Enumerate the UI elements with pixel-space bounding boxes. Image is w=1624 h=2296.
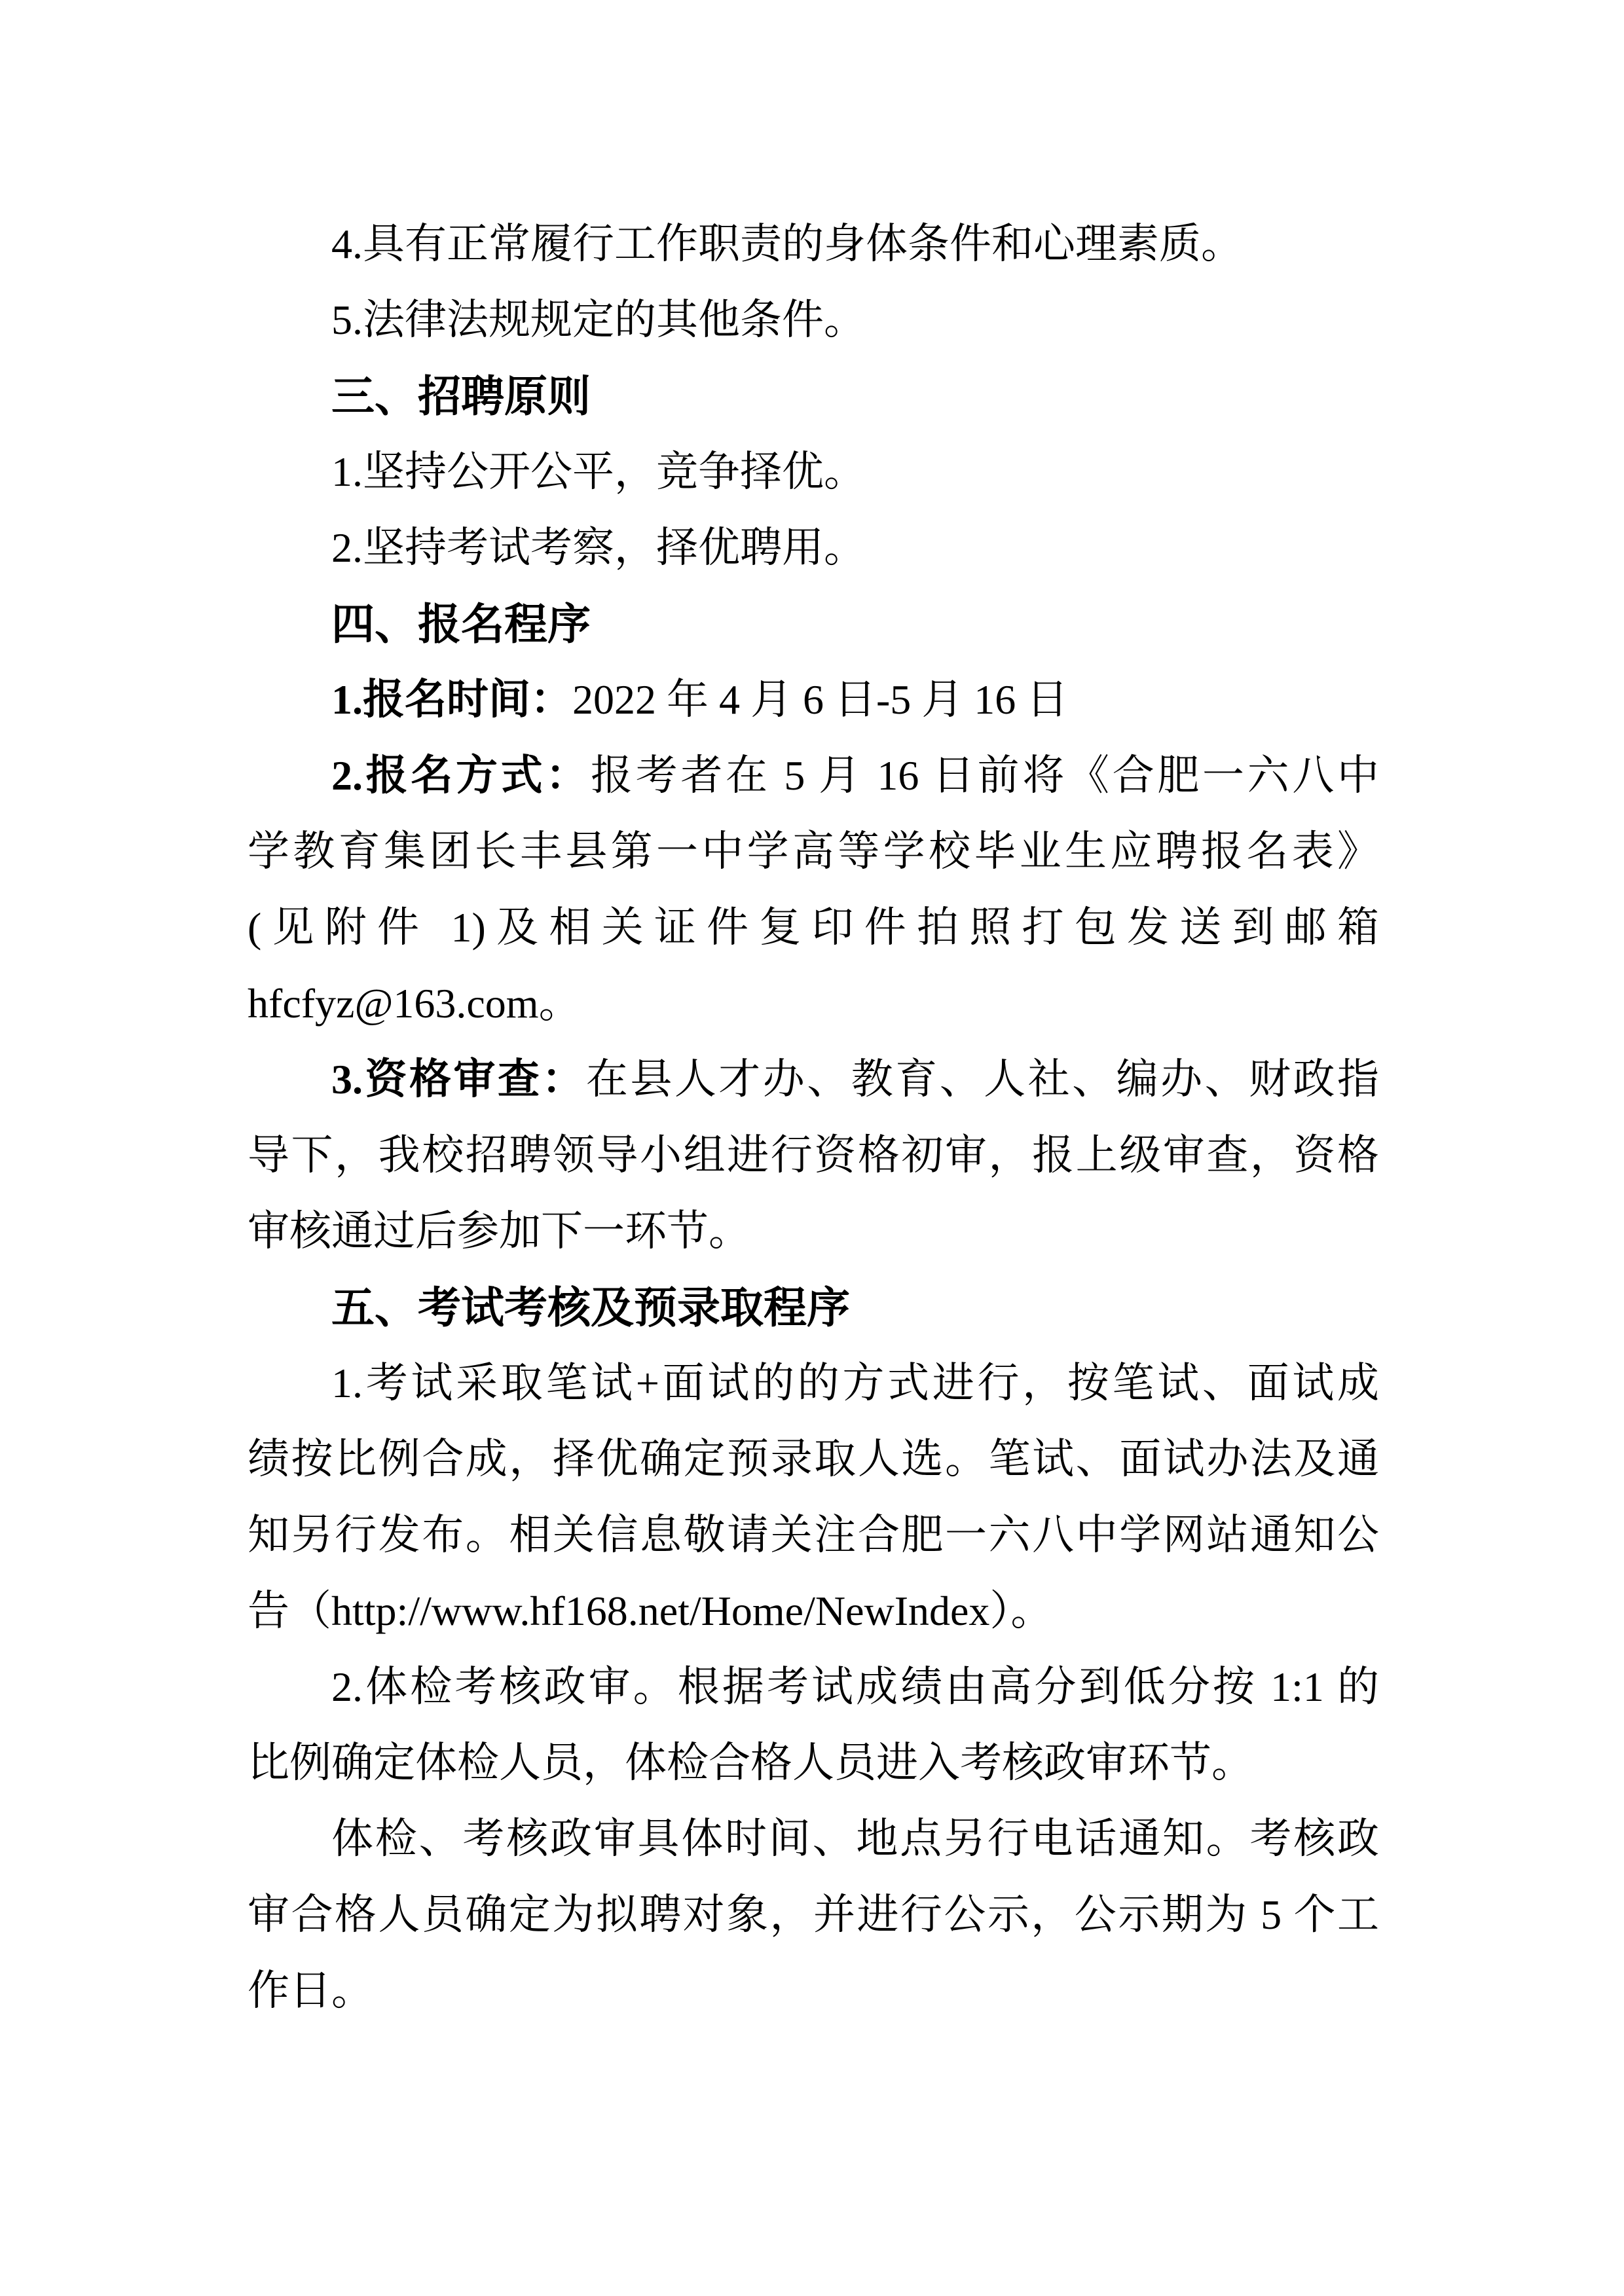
line-text: 2022 年 4 月 6 日-5 月 16 日 bbox=[572, 676, 1069, 723]
doc-line bbox=[248, 1953, 1379, 2029]
line-text: 4.具有正常履行工作职责的身体条件和心理素质。 bbox=[331, 221, 1243, 267]
line-text: 体检、考核政审具体时间、地点另行电话通知。考核政 bbox=[331, 1815, 1379, 1862]
doc-line bbox=[248, 1725, 1379, 1801]
heading-text: 四、报名程序 bbox=[331, 600, 591, 648]
doc-line bbox=[248, 1345, 1379, 1421]
line-bold-prefix: 2.报名方式： bbox=[331, 752, 591, 799]
doc-line bbox=[248, 1497, 1379, 1573]
doc-line bbox=[248, 510, 1379, 586]
line-text: 1.坚持公开公平，竞争择优。 bbox=[331, 448, 866, 495]
doc-line bbox=[248, 1573, 1379, 1649]
doc-line bbox=[248, 738, 1379, 814]
doc-line bbox=[248, 814, 1379, 890]
line-text: (见附件 1)及相关证件复印件拍照打包发送到邮箱 bbox=[248, 904, 1379, 951]
line-text: 5.法律法规规定的其他条件。 bbox=[331, 297, 866, 343]
section-heading bbox=[248, 586, 1379, 662]
line-text: 2.坚持考试考察，择优聘用。 bbox=[331, 524, 866, 571]
line-text: 导下，我校招聘领导小组进行资格初审，报上级审查，资格 bbox=[248, 1132, 1379, 1178]
doc-line bbox=[248, 966, 1379, 1042]
doc-line bbox=[248, 1194, 1379, 1269]
line-text: 比例确定体检人员，体检合格人员进入考核政审环节。 bbox=[248, 1740, 1253, 1786]
doc-line bbox=[248, 1042, 1379, 1118]
line-text: hfcfyz@163.com。 bbox=[248, 980, 581, 1027]
line-text: 知另行发布。相关信息敬请关注合肥一六八中学网站通知公 bbox=[248, 1512, 1379, 1558]
heading-text: 三、招聘原则 bbox=[331, 372, 591, 420]
doc-line bbox=[248, 206, 1379, 282]
line-bold-prefix: 1.报名时间： bbox=[331, 676, 572, 723]
doc-line bbox=[248, 1801, 1379, 1877]
line-bold-prefix: 3.资格审查： bbox=[331, 1056, 586, 1102]
doc-line bbox=[248, 1877, 1379, 1953]
heading-text: 五、考试考核及预录取程序 bbox=[331, 1283, 850, 1332]
line-text: 2.体检考核政审。根据考试成绩由高分到低分按 1:1 的 bbox=[331, 1664, 1379, 1710]
doc-line bbox=[248, 1421, 1379, 1497]
line-text: 审合格人员确定为拟聘对象，并进行公示，公示期为 5 个工 bbox=[248, 1891, 1379, 1938]
line-text: 告（http://www.hf168.net/Home/NewIndex）。 bbox=[248, 1588, 1053, 1634]
line-text: 1.考试采取笔试+面试的的方式进行，按笔试、面试成 bbox=[331, 1360, 1379, 1406]
line-text: 报考者在 5 月 16 日前将《合肥一六八中 bbox=[591, 752, 1379, 799]
doc-line bbox=[248, 662, 1379, 738]
doc-line bbox=[248, 1649, 1379, 1725]
line-text: 绩按比例合成，择优确定预录取人选。笔试、面试办法及通 bbox=[248, 1436, 1379, 1482]
doc-line bbox=[248, 434, 1379, 510]
doc-line bbox=[248, 282, 1379, 358]
doc-line bbox=[248, 890, 1379, 966]
section-heading bbox=[248, 358, 1379, 434]
line-text: 在县人才办、教育、人社、编办、财政指 bbox=[585, 1056, 1380, 1102]
line-text: 审核通过后参加下一环节。 bbox=[248, 1208, 750, 1254]
line-text: 学教育集团长丰县第一中学高等学校毕业生应聘报名表》 bbox=[248, 828, 1379, 875]
section-heading bbox=[248, 1269, 1379, 1345]
doc-line bbox=[248, 1118, 1379, 1194]
line-text: 作日。 bbox=[248, 1967, 373, 2014]
